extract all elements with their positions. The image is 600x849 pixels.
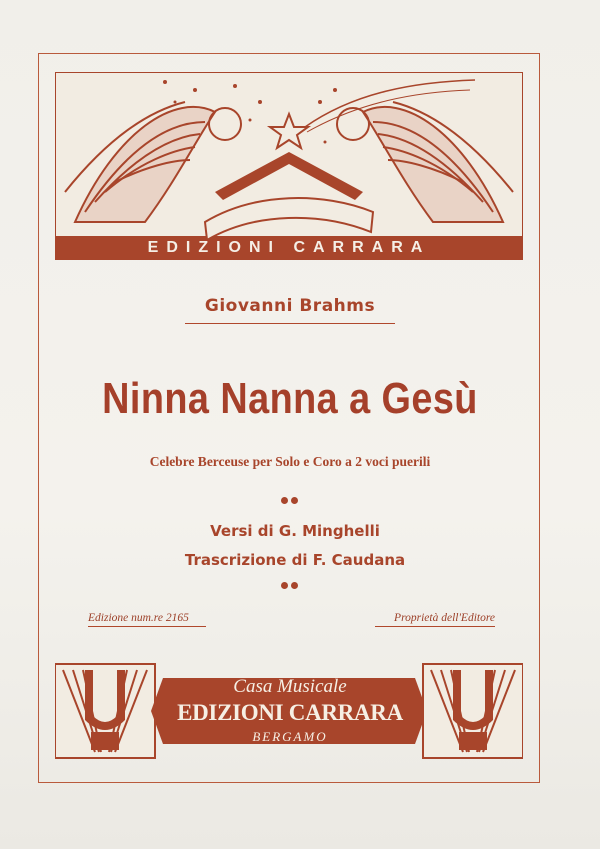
lyrics-credit: Versi di G. Minghelli xyxy=(210,522,380,540)
composer-name: Giovanni Brahms xyxy=(204,296,376,316)
ornament-dots-bottom xyxy=(274,582,304,590)
publisher-line-1: Casa Musicale xyxy=(233,676,347,697)
header-banner-text: EDIZIONI CARRARA xyxy=(147,239,431,256)
edition-number: Edizione num.re 2165 xyxy=(88,612,206,627)
work-subtitle: Celebre Berceuse per Solo e Coro a 2 voci puerili xyxy=(149,454,431,469)
header-illustration xyxy=(55,72,523,260)
composer-underline xyxy=(185,323,395,324)
ornament-dots-top xyxy=(274,497,304,505)
work-title: Ninna Nanna a Gesù xyxy=(102,374,478,423)
left-lyre-emblem-icon xyxy=(55,664,155,758)
publisher-line-2: EDIZIONI CARRARA xyxy=(177,700,403,725)
right-lyre-emblem-icon xyxy=(423,664,523,758)
rights-notice: Proprietà dell'Editore xyxy=(375,612,495,627)
publisher-city: BERGAMO xyxy=(252,729,328,744)
transcription-credit: Trascrizione di F. Caudana xyxy=(184,551,406,569)
